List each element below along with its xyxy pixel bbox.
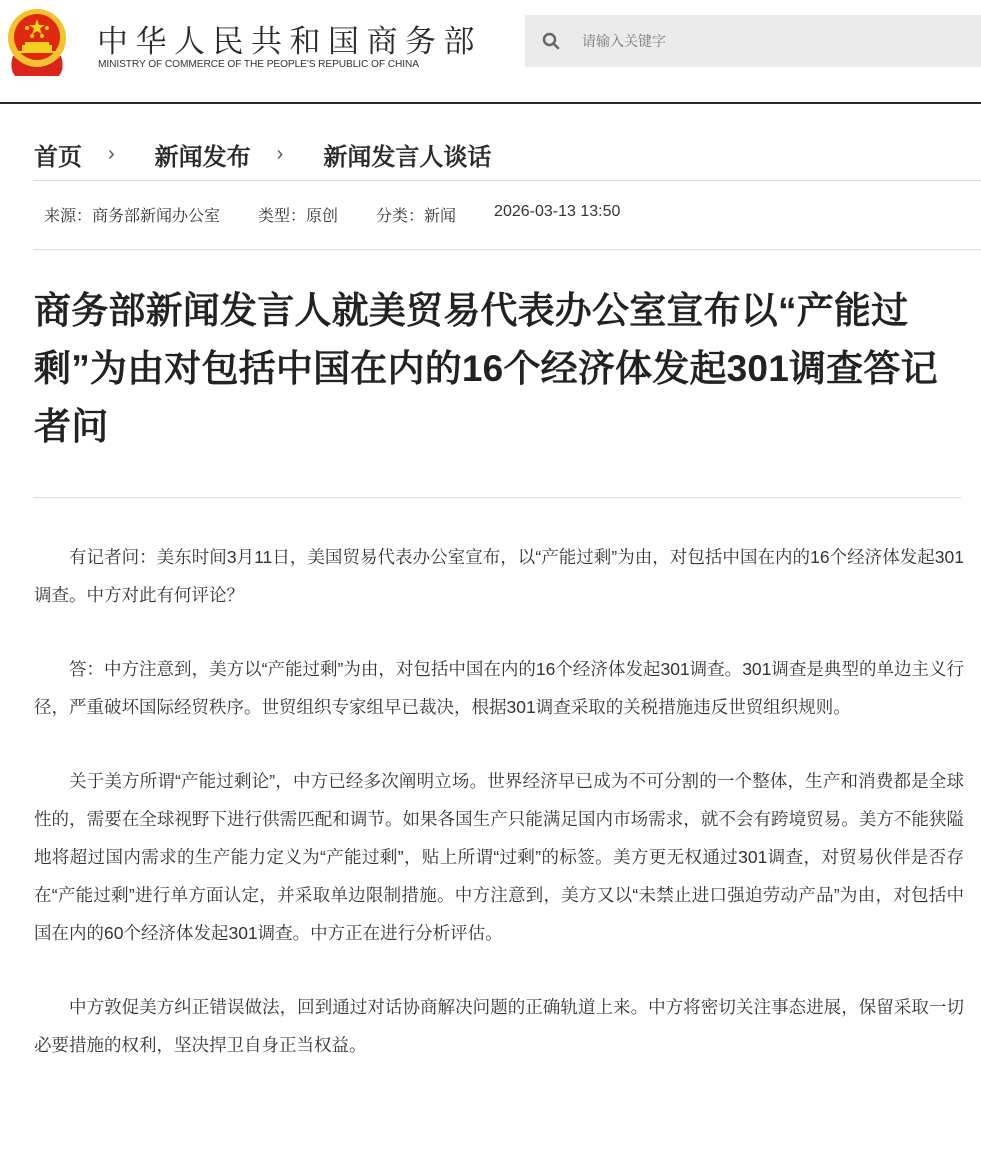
divider [33,180,981,181]
divider [33,249,981,250]
meta-source: 来源：商务部新闻办公室 [44,208,221,225]
title-divider [33,497,961,498]
article-meta [44,203,658,226]
article-paragraph: 答：中方注意到，美方以“产能过剩”为由，对包括中国在内的16个经济体发起301调查。301调查是典型的单边主义行径，严重破坏国际经贸秩序。世贸组织专家组早已裁决，根据301调查采取的关税措施违反世贸组织规则。 [34,659,964,717]
article-paragraph: 中方敦促美方纠正错误做法，回到通过对话协商解决问题的正确轨道上来。中方将密切关注事态进展，保留采取一切必要措施的权利，坚决捍卫自身正当权益。 [34,997,964,1055]
site-subtitle: MINISTRY OF COMMERCE OF THE PEOPLE'S REPUBLIC OF CHINA [98,59,419,70]
breadcrumb-spokesperson-remarks[interactable]: 新闻发言人谈话 [323,144,492,171]
meta-category: 分类：新闻 [376,208,457,225]
article-paragraph: 有记者问：美东时间3月11日，美国贸易代表办公室宣布，以“产能过剩”为由，对包括中国在内的16个经济体发起301调查。中方对此有何评论？ [34,547,964,605]
breadcrumb-news-release[interactable]: 新闻发布 [154,144,251,171]
article-title: 商务部新闻发言人就美贸易代表办公室宣布以“产能过剩”为由对包括中国在内的16个经济体发起301调查答记者问 [34,290,938,447]
site-title[interactable]: 中华人民共和国商务部 [97,24,482,59]
search-input[interactable] [582,21,942,61]
site-header [0,0,981,105]
header-divider [0,102,981,104]
meta-type: 类型：原创 [258,208,339,225]
breadcrumb [34,137,491,172]
breadcrumb-home[interactable]: 首页 [34,144,82,171]
national-emblem-icon[interactable] [5,6,69,78]
search-box[interactable] [525,15,981,67]
article-body [34,538,964,1100]
article-paragraph: 关于美方所谓“产能过剩论”，中方已经多次阐明立场。世界经济早已成为不可分割的一个整体，生产和消费都是全球性的，需要在全球视野下进行供需匹配和调节。如果各国生产只能满足国内市场需求，就不会有跨境贸易。美方不能狭隘地将超过国内需求的生产能力定义为“产能过剩”，贴上所谓“过剩”的标签。美方更无权通过301调查，对贸易伙伴是否存在“产能过剩”进行单方面认定，并采取单边限制措施。中方注意到，美方又以“未禁止进口强迫劳动产品”为由，对包括中国在内的60个经济体发起301调查。中方正在进行分析评估。 [34,771,964,943]
search-icon[interactable] [542,32,560,50]
chevron-right-icon: › [108,143,115,165]
chevron-right-icon: › [276,143,284,165]
meta-datetime: 2026-03-13 13:50 [494,203,621,220]
